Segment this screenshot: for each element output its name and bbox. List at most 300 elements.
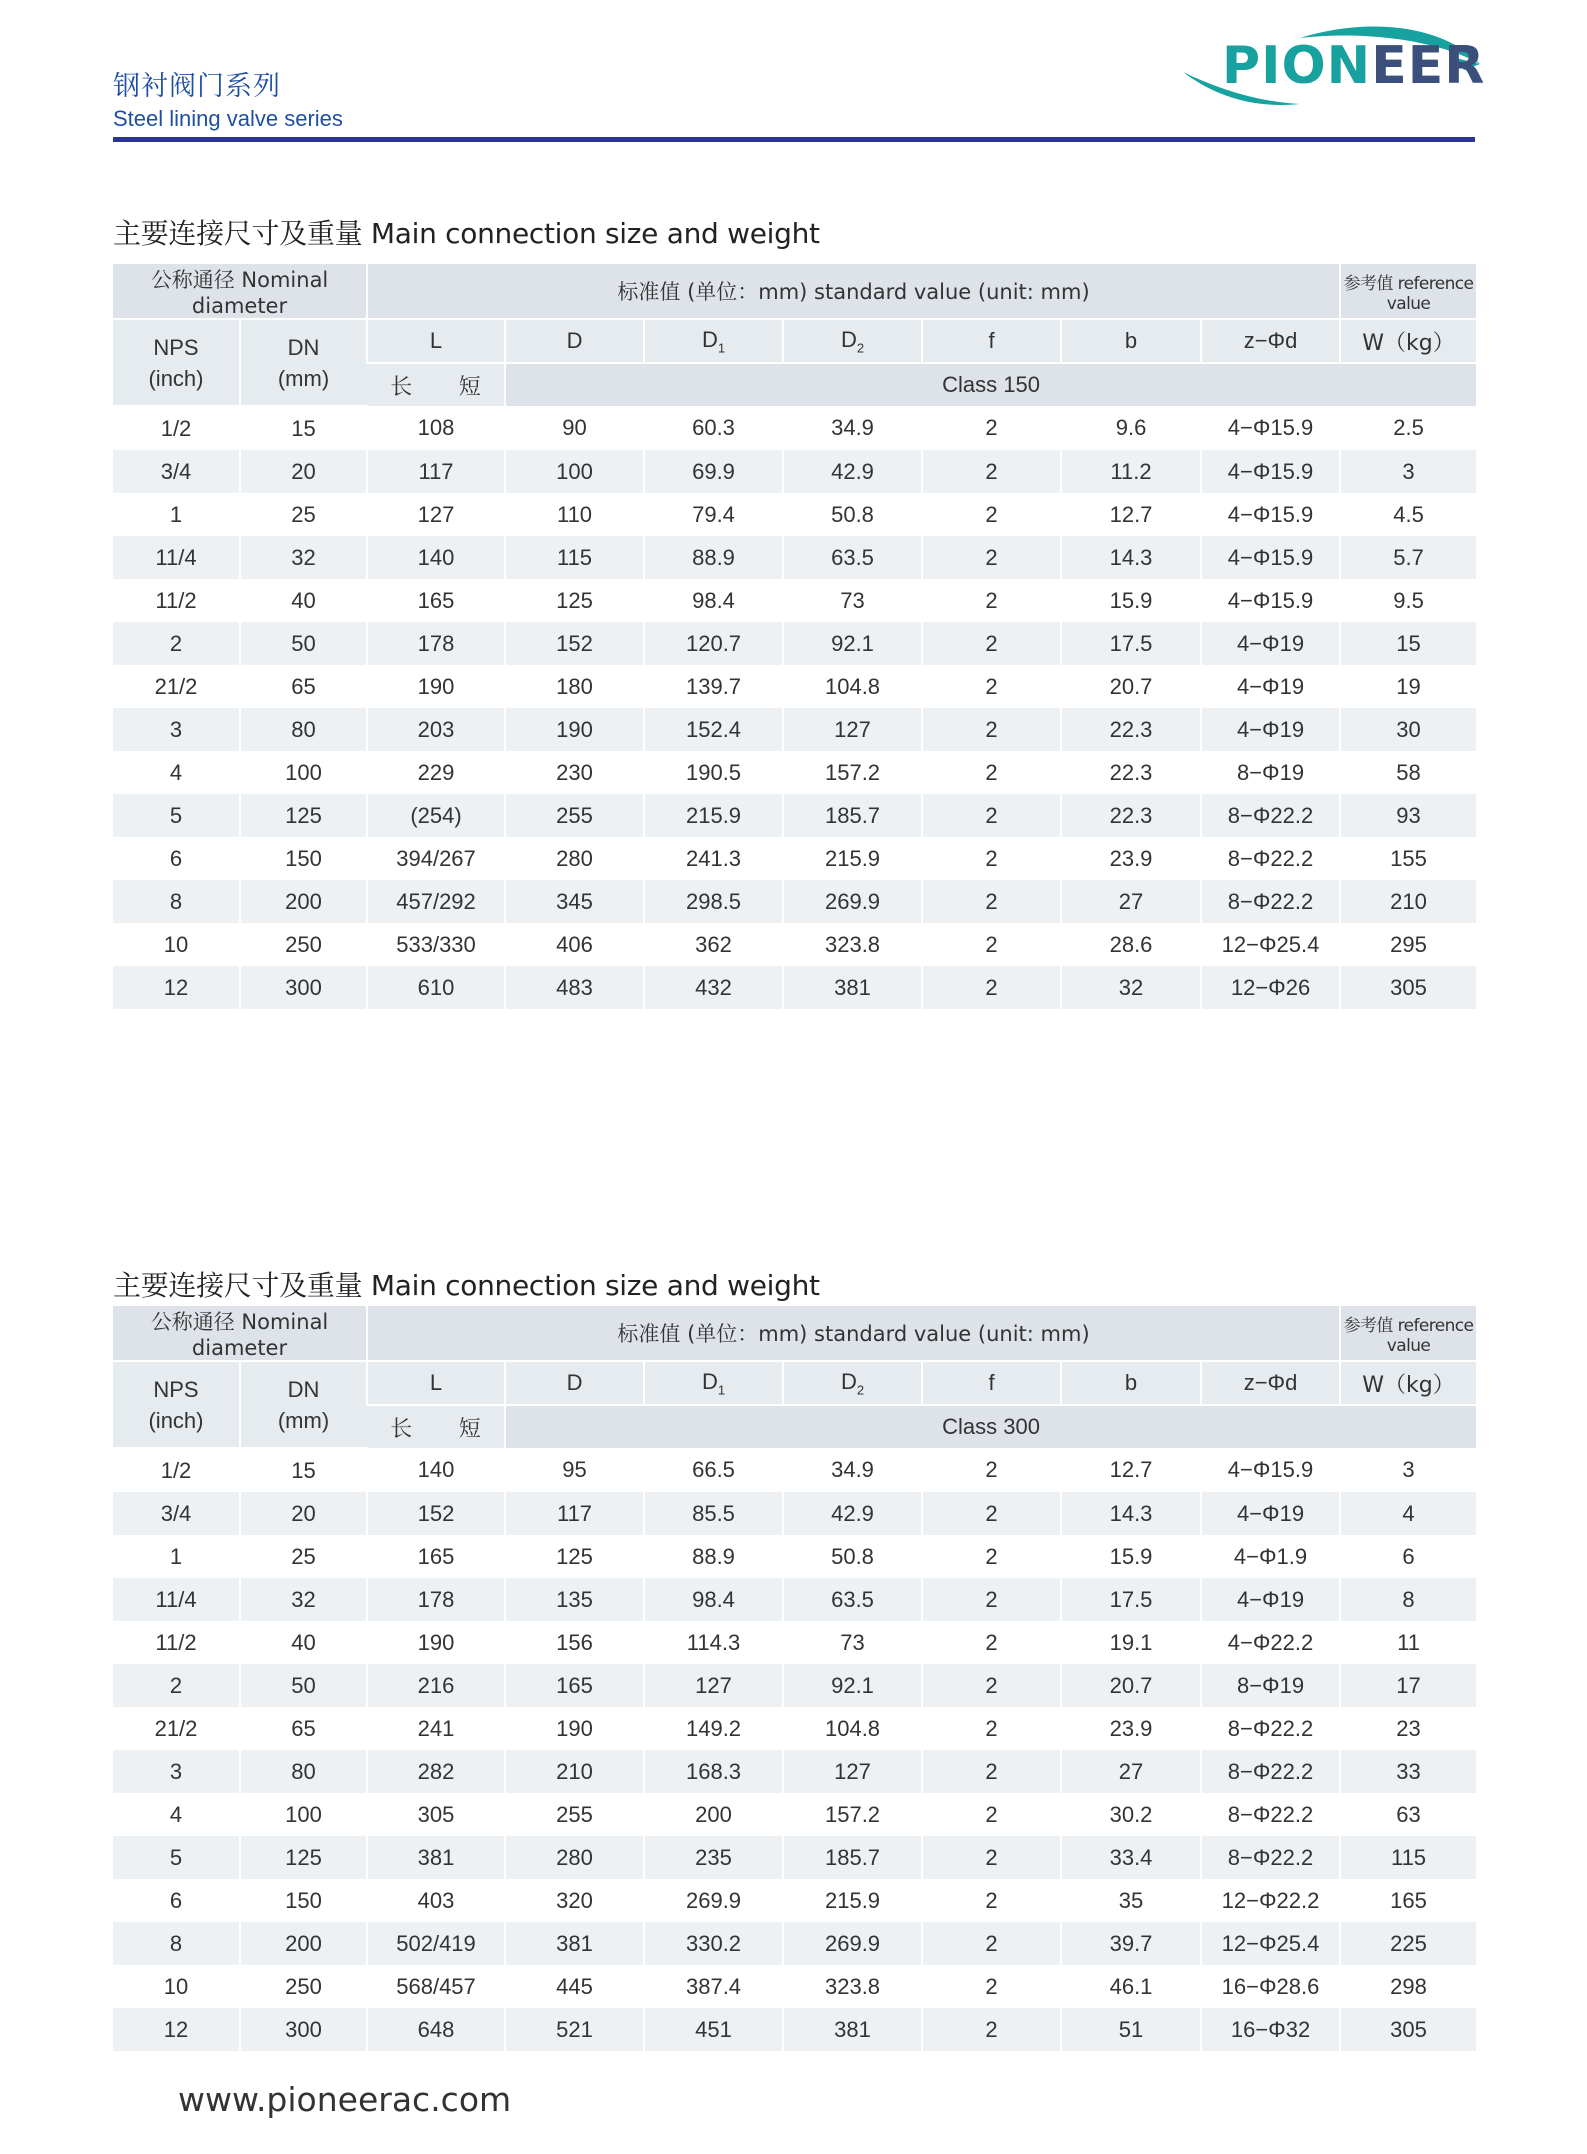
table-row: [113, 966, 1476, 1009]
cell-d: 90: [505, 406, 644, 450]
cell-d2: 381: [783, 2008, 922, 2051]
cell-l: 190: [367, 1621, 505, 1664]
table-row: [113, 1664, 1476, 1707]
footer-website-url: www.pioneerac.com: [178, 2080, 512, 2119]
cell-nps: 1: [113, 493, 240, 536]
cell-d: 406: [505, 923, 644, 966]
cell-d2: 42.9: [783, 1492, 922, 1535]
col-dn: DN (mm): [240, 319, 367, 406]
cell-d2: 127: [783, 1750, 922, 1793]
header-nominal-diameter: 公称通径 Nominal diameter: [113, 264, 367, 319]
table-row: [113, 1448, 1476, 1492]
cell-z-phi-d: 4−Φ15.9: [1201, 493, 1340, 536]
cell-d1: 330.2: [644, 1922, 783, 1965]
cell-l: 648: [367, 2008, 505, 2051]
cell-d2: 127: [783, 708, 922, 751]
cell-d: 100: [505, 450, 644, 493]
cell-b: 20.7: [1061, 1664, 1201, 1707]
cell-d1: 387.4: [644, 1965, 783, 2008]
col-d2-label: D: [840, 1368, 857, 1394]
cell-b: 33.4: [1061, 1836, 1201, 1879]
cell-z-phi-d: 8−Φ22.2: [1201, 1750, 1340, 1793]
cell-dn: 200: [240, 880, 367, 923]
col-weight: W（kg）: [1340, 1361, 1476, 1405]
spec-table-class300: [113, 1306, 1476, 2051]
cell-nps: 2: [113, 1664, 240, 1707]
cell-dn: 150: [240, 837, 367, 880]
table-row: [113, 708, 1476, 751]
cell-f: 2: [922, 1707, 1061, 1750]
cell-b: 9.6: [1061, 406, 1201, 450]
cell-d2: 323.8: [783, 1965, 922, 2008]
cell-dn: 20: [240, 450, 367, 493]
header-nominal-diameter: 公称通径 Nominal diameter: [113, 1306, 367, 1361]
cell-d1: 298.5: [644, 880, 783, 923]
cell-f: 2: [922, 1535, 1061, 1578]
col-f: f: [922, 1361, 1061, 1405]
cell-weight: 295: [1340, 923, 1476, 966]
cell-f: 2: [922, 751, 1061, 794]
cell-f: 2: [922, 1965, 1061, 2008]
col-l-split: [367, 1405, 505, 1448]
class-label: Class 150: [505, 363, 1476, 406]
cell-d2: 34.9: [783, 406, 922, 450]
cell-nps: 11/4: [113, 536, 240, 579]
cell-d1: 66.5: [644, 1448, 783, 1492]
cell-l: 533/330: [367, 923, 505, 966]
col-d1: [644, 319, 783, 363]
table-row: [113, 880, 1476, 923]
cell-nps: 3: [113, 1750, 240, 1793]
cell-f: 2: [922, 708, 1061, 751]
cell-dn: 100: [240, 751, 367, 794]
cell-b: 12.7: [1061, 1448, 1201, 1492]
cell-weight: 298: [1340, 1965, 1476, 2008]
cell-l: 140: [367, 536, 505, 579]
table-row: [113, 579, 1476, 622]
cell-b: 14.3: [1061, 536, 1201, 579]
cell-b: 27: [1061, 1750, 1201, 1793]
cell-l: 216: [367, 1664, 505, 1707]
cell-d: 445: [505, 1965, 644, 2008]
cell-dn: 40: [240, 1621, 367, 1664]
cell-f: 2: [922, 493, 1061, 536]
cell-weight: 210: [1340, 880, 1476, 923]
cell-f: 2: [922, 1621, 1061, 1664]
cell-weight: 17: [1340, 1664, 1476, 1707]
cell-nps: 5: [113, 794, 240, 837]
cell-nps: 12: [113, 2008, 240, 2051]
cell-d1: 98.4: [644, 579, 783, 622]
cell-d: 156: [505, 1621, 644, 1664]
cell-l: 305: [367, 1793, 505, 1836]
cell-d: 165: [505, 1664, 644, 1707]
cell-f: 2: [922, 2008, 1061, 2051]
table-row: [113, 406, 1476, 450]
cell-d: 117: [505, 1492, 644, 1535]
cell-z-phi-d: 8−Φ22.2: [1201, 880, 1340, 923]
cell-nps: 10: [113, 1965, 240, 2008]
cell-z-phi-d: 16−Φ28.6: [1201, 1965, 1340, 2008]
cell-d1: 60.3: [644, 406, 783, 450]
cell-l: 165: [367, 579, 505, 622]
header-divider: [113, 137, 1475, 142]
cell-f: 2: [922, 622, 1061, 665]
cell-nps: 2: [113, 622, 240, 665]
cell-z-phi-d: 4−Φ15.9: [1201, 406, 1340, 450]
cell-weight: 9.5: [1340, 579, 1476, 622]
cell-weight: 11: [1340, 1621, 1476, 1664]
cell-d: 230: [505, 751, 644, 794]
col-z-phi-d: z−Φd: [1201, 319, 1340, 363]
cell-nps: 1: [113, 1535, 240, 1578]
cell-l: 403: [367, 1879, 505, 1922]
cell-f: 2: [922, 450, 1061, 493]
cell-d: 115: [505, 536, 644, 579]
cell-weight: 115: [1340, 1836, 1476, 1879]
table-row: [113, 1621, 1476, 1664]
cell-d2: 92.1: [783, 622, 922, 665]
cell-dn: 32: [240, 1578, 367, 1621]
cell-z-phi-d: 8−Φ22.2: [1201, 1836, 1340, 1879]
cell-nps: 8: [113, 1922, 240, 1965]
table-row: [113, 450, 1476, 493]
col-dn: DN (mm): [240, 1361, 367, 1448]
cell-b: 27: [1061, 880, 1201, 923]
cell-d1: 114.3: [644, 1621, 783, 1664]
cell-z-phi-d: 4−Φ15.9: [1201, 450, 1340, 493]
cell-d1: 152.4: [644, 708, 783, 751]
cell-nps: 11/2: [113, 1621, 240, 1664]
cell-b: 17.5: [1061, 1578, 1201, 1621]
cell-f: 2: [922, 1879, 1061, 1922]
cell-l: 229: [367, 751, 505, 794]
col-d1: [644, 1361, 783, 1405]
table-row: [113, 1879, 1476, 1922]
cell-d1: 269.9: [644, 1879, 783, 1922]
cell-f: 2: [922, 579, 1061, 622]
cell-b: 11.2: [1061, 450, 1201, 493]
cell-weight: 8: [1340, 1578, 1476, 1621]
table-row: [113, 493, 1476, 536]
cell-weight: 4.5: [1340, 493, 1476, 536]
cell-z-phi-d: 8−Φ19: [1201, 751, 1340, 794]
cell-z-phi-d: 4−Φ19: [1201, 622, 1340, 665]
cell-d1: 88.9: [644, 1535, 783, 1578]
cell-d: 125: [505, 579, 644, 622]
cell-d1: 98.4: [644, 1578, 783, 1621]
cell-d2: 215.9: [783, 837, 922, 880]
cell-d: 381: [505, 1922, 644, 1965]
cell-d: 190: [505, 708, 644, 751]
table-row: [113, 794, 1476, 837]
cell-weight: 4: [1340, 1492, 1476, 1535]
cell-d: 280: [505, 1836, 644, 1879]
cell-z-phi-d: 4−Φ19: [1201, 1492, 1340, 1535]
cell-dn: 25: [240, 493, 367, 536]
col-d1-label: D: [701, 326, 718, 352]
cell-b: 23.9: [1061, 837, 1201, 880]
cell-weight: 305: [1340, 2008, 1476, 2051]
cell-b: 22.3: [1061, 708, 1201, 751]
cell-nps: 11/2: [113, 579, 240, 622]
cell-dn: 32: [240, 536, 367, 579]
cell-nps: 6: [113, 837, 240, 880]
cell-d: 95: [505, 1448, 644, 1492]
cell-d: 190: [505, 1707, 644, 1750]
cell-nps: 3/4: [113, 450, 240, 493]
cell-z-phi-d: 8−Φ19: [1201, 1664, 1340, 1707]
cell-z-phi-d: 4−Φ22.2: [1201, 1621, 1340, 1664]
cell-l: 178: [367, 1578, 505, 1621]
cell-z-phi-d: 16−Φ32: [1201, 2008, 1340, 2051]
cell-b: 17.5: [1061, 622, 1201, 665]
cell-d2: 63.5: [783, 536, 922, 579]
cell-l: 241: [367, 1707, 505, 1750]
cell-dn: 300: [240, 966, 367, 1009]
cell-z-phi-d: 4−Φ19: [1201, 708, 1340, 751]
cell-dn: 100: [240, 1793, 367, 1836]
table-row: [113, 923, 1476, 966]
cell-weight: 23: [1340, 1707, 1476, 1750]
cell-l: (254): [367, 794, 505, 837]
table-row: [113, 1492, 1476, 1535]
l-long-label: 长: [390, 374, 413, 400]
cell-f: 2: [922, 966, 1061, 1009]
cell-d2: 92.1: [783, 1664, 922, 1707]
cell-dn: 20: [240, 1492, 367, 1535]
cell-z-phi-d: 8−Φ22.2: [1201, 837, 1340, 880]
table-row: [113, 665, 1476, 708]
cell-b: 22.3: [1061, 794, 1201, 837]
cell-d1: 120.7: [644, 622, 783, 665]
cell-nps: 21/2: [113, 1707, 240, 1750]
cell-b: 22.3: [1061, 751, 1201, 794]
cell-weight: 15: [1340, 622, 1476, 665]
cell-b: 15.9: [1061, 1535, 1201, 1578]
table-row: [113, 1922, 1476, 1965]
cell-b: 51: [1061, 2008, 1201, 2051]
cell-d2: 215.9: [783, 1879, 922, 1922]
cell-l: 457/292: [367, 880, 505, 923]
cell-l: 127: [367, 493, 505, 536]
cell-weight: 225: [1340, 1922, 1476, 1965]
cell-b: 46.1: [1061, 1965, 1201, 2008]
cell-f: 2: [922, 406, 1061, 450]
logo-wordmark: [1222, 36, 1485, 96]
cell-d1: 85.5: [644, 1492, 783, 1535]
col-d2: [783, 319, 922, 363]
cell-dn: 25: [240, 1535, 367, 1578]
cell-l: 394/267: [367, 837, 505, 880]
cell-d2: 50.8: [783, 493, 922, 536]
class-label: Class 300: [505, 1405, 1476, 1448]
cell-f: 2: [922, 794, 1061, 837]
cell-nps: 11/4: [113, 1578, 240, 1621]
table-row: [113, 1793, 1476, 1836]
cell-f: 2: [922, 880, 1061, 923]
col-l: L: [367, 1361, 505, 1405]
table-body-class300: [113, 1448, 1476, 2051]
cell-f: 2: [922, 1793, 1061, 1836]
cell-d2: 157.2: [783, 751, 922, 794]
cell-b: 32: [1061, 966, 1201, 1009]
cell-l: 282: [367, 1750, 505, 1793]
cell-z-phi-d: 4−Φ15.9: [1201, 579, 1340, 622]
cell-f: 2: [922, 665, 1061, 708]
cell-d1: 127: [644, 1664, 783, 1707]
cell-dn: 80: [240, 1750, 367, 1793]
cell-b: 12.7: [1061, 493, 1201, 536]
table-row: [113, 1578, 1476, 1621]
col-b: b: [1061, 319, 1201, 363]
cell-d2: 73: [783, 579, 922, 622]
table-row: [113, 536, 1476, 579]
logo-text-b: EER: [1371, 36, 1486, 96]
cell-d2: 323.8: [783, 923, 922, 966]
cell-f: 2: [922, 923, 1061, 966]
col-nps: NPS (inch): [113, 319, 240, 406]
cell-weight: 63: [1340, 1793, 1476, 1836]
cell-weight: 155: [1340, 837, 1476, 880]
cell-b: 23.9: [1061, 1707, 1201, 1750]
col-d2-subscript: 2: [856, 1382, 865, 1398]
col-b: b: [1061, 1361, 1201, 1405]
cell-weight: 3: [1340, 450, 1476, 493]
cell-d1: 139.7: [644, 665, 783, 708]
cell-dn: 200: [240, 1922, 367, 1965]
cell-d: 210: [505, 1750, 644, 1793]
cell-b: 19.1: [1061, 1621, 1201, 1664]
cell-l: 568/457: [367, 1965, 505, 2008]
cell-l: 203: [367, 708, 505, 751]
table-title-class300: 主要连接尺寸及重量 Main connection size and weight: [113, 1269, 820, 1302]
cell-z-phi-d: 12−Φ25.4: [1201, 1922, 1340, 1965]
cell-f: 2: [922, 536, 1061, 579]
cell-f: 2: [922, 1448, 1061, 1492]
cell-dn: 300: [240, 2008, 367, 2051]
cell-dn: 65: [240, 665, 367, 708]
cell-nps: 1/2: [113, 1448, 240, 1492]
pioneer-logo: [1180, 20, 1485, 110]
cell-d1: 149.2: [644, 1707, 783, 1750]
cell-l: 152: [367, 1492, 505, 1535]
cell-nps: 5: [113, 1836, 240, 1879]
col-d1-label: D: [701, 1368, 718, 1394]
col-d1-subscript: 1: [717, 340, 726, 356]
cell-dn: 65: [240, 1707, 367, 1750]
cell-d: 152: [505, 622, 644, 665]
cell-b: 15.9: [1061, 579, 1201, 622]
cell-dn: 125: [240, 1836, 367, 1879]
col-d1-subscript: 1: [717, 1382, 726, 1398]
table-row: [113, 2008, 1476, 2051]
cell-dn: 250: [240, 1965, 367, 2008]
cell-d2: 104.8: [783, 1707, 922, 1750]
cell-f: 2: [922, 1922, 1061, 1965]
table-row: [113, 1750, 1476, 1793]
cell-weight: 30: [1340, 708, 1476, 751]
logo-text-a: PION: [1222, 36, 1372, 96]
cell-d1: 79.4: [644, 493, 783, 536]
cell-l: 165: [367, 1535, 505, 1578]
col-l: L: [367, 319, 505, 363]
cell-nps: 10: [113, 923, 240, 966]
cell-d: 521: [505, 2008, 644, 2051]
header-reference-value: 参考值 reference value: [1340, 264, 1476, 319]
col-weight: W（kg）: [1340, 319, 1476, 363]
cell-z-phi-d: 4−Φ19: [1201, 665, 1340, 708]
table-title-class150: 主要连接尺寸及重量 Main connection size and weight: [113, 217, 820, 250]
cell-b: 14.3: [1061, 1492, 1201, 1535]
col-z-phi-d: z−Φd: [1201, 1361, 1340, 1405]
cell-l: 178: [367, 622, 505, 665]
l-short-label: 短: [458, 1416, 481, 1442]
cell-dn: 50: [240, 622, 367, 665]
cell-l: 502/419: [367, 1922, 505, 1965]
cell-dn: 15: [240, 406, 367, 450]
cell-d: 345: [505, 880, 644, 923]
cell-weight: 165: [1340, 1879, 1476, 1922]
col-d2-label: D: [840, 326, 857, 352]
cell-dn: 50: [240, 1664, 367, 1707]
cell-nps: 4: [113, 1793, 240, 1836]
cell-dn: 250: [240, 923, 367, 966]
cell-z-phi-d: 12−Φ25.4: [1201, 923, 1340, 966]
cell-l: 381: [367, 1836, 505, 1879]
cell-nps: 12: [113, 966, 240, 1009]
l-long-label: 长: [390, 1416, 413, 1442]
cell-dn: 150: [240, 1879, 367, 1922]
cell-d1: 88.9: [644, 536, 783, 579]
cell-weight: 33: [1340, 1750, 1476, 1793]
cell-nps: 8: [113, 880, 240, 923]
col-d: D: [505, 1361, 644, 1405]
cell-l: 140: [367, 1448, 505, 1492]
cell-dn: 15: [240, 1448, 367, 1492]
cell-nps: 1/2: [113, 406, 240, 450]
cell-d1: 200: [644, 1793, 783, 1836]
table-row: [113, 1707, 1476, 1750]
header-standard-value: 标准值 (单位：mm) standard value (unit: mm): [367, 264, 1340, 319]
col-d2: [783, 1361, 922, 1405]
cell-f: 2: [922, 1664, 1061, 1707]
col-d: D: [505, 319, 644, 363]
cell-d1: 69.9: [644, 450, 783, 493]
spec-table-class150: [113, 264, 1476, 1009]
cell-f: 2: [922, 1492, 1061, 1535]
cell-d1: 235: [644, 1836, 783, 1879]
cell-weight: 5.7: [1340, 536, 1476, 579]
cell-d: 180: [505, 665, 644, 708]
cell-d2: 157.2: [783, 1793, 922, 1836]
cell-d1: 190.5: [644, 751, 783, 794]
cell-d2: 63.5: [783, 1578, 922, 1621]
cell-f: 2: [922, 837, 1061, 880]
cell-d: 125: [505, 1535, 644, 1578]
col-l-split: [367, 363, 505, 406]
series-title-cn: 钢衬阀门系列: [113, 71, 281, 102]
cell-d1: 215.9: [644, 794, 783, 837]
cell-nps: 4: [113, 751, 240, 794]
cell-d2: 185.7: [783, 794, 922, 837]
cell-d2: 381: [783, 966, 922, 1009]
cell-d2: 34.9: [783, 1448, 922, 1492]
cell-z-phi-d: 4−Φ19: [1201, 1578, 1340, 1621]
cell-weight: 93: [1340, 794, 1476, 837]
cell-d: 135: [505, 1578, 644, 1621]
cell-f: 2: [922, 1750, 1061, 1793]
